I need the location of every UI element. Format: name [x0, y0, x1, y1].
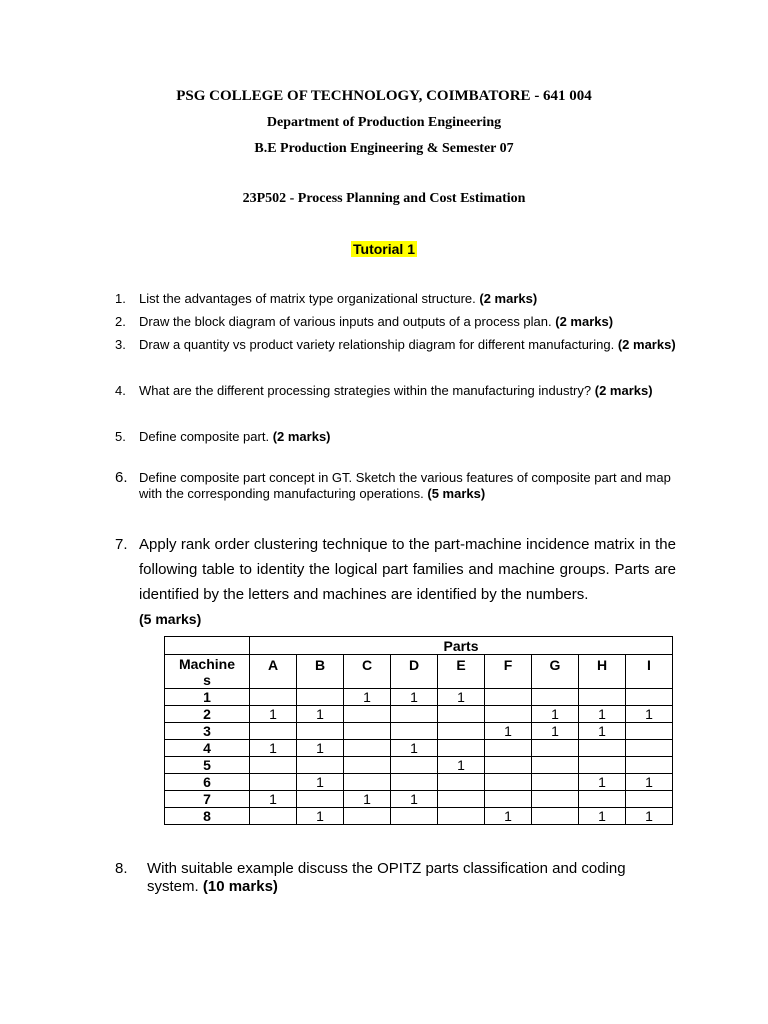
- machine-number-cell: 7: [165, 791, 250, 808]
- tutorial-heading: [0, 241, 768, 257]
- table-corner-cell: [165, 637, 250, 655]
- question-1: [115, 287, 679, 310]
- question-number: 1.: [115, 291, 126, 306]
- question-marks: (10 marks): [202, 878, 278, 895]
- incidence-cell: [626, 740, 673, 757]
- part-column-header: I: [626, 655, 673, 689]
- parts-header: Parts: [250, 637, 673, 655]
- incidence-cell: 1: [250, 740, 297, 757]
- incidence-cell: [438, 774, 485, 791]
- question-text: Draw the block diagram of various inputs and outputs of a process plan.: [139, 314, 552, 329]
- table-row: [165, 723, 673, 740]
- incidence-cell: [250, 774, 297, 791]
- machine-number-cell: 2: [165, 706, 250, 723]
- question-number: 6.: [115, 469, 128, 486]
- incidence-cell: [579, 757, 626, 774]
- question-number: 7.: [115, 536, 128, 553]
- program-title: B.E Production Engineering & Semester 07: [254, 141, 514, 156]
- incidence-cell: 1: [344, 689, 391, 706]
- question-marks: (5 marks): [139, 611, 202, 627]
- incidence-cell: 1: [626, 808, 673, 825]
- incidence-cell: 1: [579, 808, 626, 825]
- incidence-cell: [438, 740, 485, 757]
- machines-header-line2: s: [203, 671, 211, 688]
- incidence-cell: [250, 723, 297, 740]
- incidence-cell: 1: [297, 740, 344, 757]
- question-number: 3.: [115, 337, 126, 352]
- incidence-cell: 1: [532, 706, 579, 723]
- table-row: [165, 757, 673, 774]
- question-number: 4.: [115, 383, 126, 398]
- table-row: [165, 740, 673, 757]
- part-column-header: G: [532, 655, 579, 689]
- incidence-cell: [391, 723, 438, 740]
- question-number: 8.: [115, 860, 128, 877]
- incidence-cell: [579, 689, 626, 706]
- course-title: 23P502 - Process Planning and Cost Estimation: [242, 191, 526, 206]
- question-text: Apply rank order clustering technique to the part-machine incidence matrix in the following table to identity the logical part families and machine groups. Parts are identified by the letters and machines are identified by the numbers.: [139, 536, 676, 603]
- question-marks: (2 marks): [272, 429, 331, 444]
- incidence-cell: [485, 774, 532, 791]
- machines-header-line1: Machine: [178, 655, 235, 672]
- question-text: List the advantages of matrix type organizational structure.: [139, 291, 476, 306]
- question-3: [115, 333, 679, 356]
- machine-number-cell: 6: [165, 774, 250, 791]
- question-marks: (5 marks): [427, 486, 486, 501]
- incidence-cell: 1: [391, 689, 438, 706]
- incidence-cell: [297, 757, 344, 774]
- incidence-cell: 1: [438, 757, 485, 774]
- incidence-cell: [579, 740, 626, 757]
- machine-number-cell: 1: [165, 689, 250, 706]
- part-column-header: C: [344, 655, 391, 689]
- table-row: [165, 689, 673, 706]
- incidence-cell: 1: [579, 723, 626, 740]
- incidence-cell: 1: [579, 774, 626, 791]
- incidence-cell: 1: [485, 723, 532, 740]
- part-column-header: H: [579, 655, 626, 689]
- incidence-cell: [250, 689, 297, 706]
- incidence-cell: [438, 706, 485, 723]
- question-marks: (2 marks): [617, 337, 676, 352]
- incidence-cell: [344, 723, 391, 740]
- incidence-cell: [532, 740, 579, 757]
- incidence-cell: [297, 689, 344, 706]
- incidence-cell: [438, 723, 485, 740]
- question-6: [115, 470, 679, 502]
- department-title: Department of Production Engineering: [266, 115, 502, 130]
- question-marks: (2 marks): [555, 314, 614, 329]
- incidence-cell: [485, 689, 532, 706]
- question-marks: (2 marks): [479, 291, 538, 306]
- incidence-cell: [344, 757, 391, 774]
- incidence-cell: [297, 723, 344, 740]
- incidence-cell: 1: [250, 791, 297, 808]
- table-row: [165, 774, 673, 791]
- incidence-cell: [344, 740, 391, 757]
- question-5: [115, 425, 679, 448]
- incidence-cell: 1: [250, 706, 297, 723]
- table-row: [165, 706, 673, 723]
- incidence-cell: [485, 757, 532, 774]
- incidence-cell: [626, 757, 673, 774]
- incidence-cell: [438, 808, 485, 825]
- incidence-cell: 1: [297, 774, 344, 791]
- incidence-cell: [344, 706, 391, 723]
- college-title: PSG COLLEGE OF TECHNOLOGY, COIMBATORE - 641 004: [176, 88, 592, 104]
- incidence-cell: 1: [626, 774, 673, 791]
- incidence-cell: [626, 791, 673, 808]
- incidence-cell: 1: [485, 808, 532, 825]
- incidence-cell: 1: [344, 791, 391, 808]
- machine-number-cell: 3: [165, 723, 250, 740]
- question-text: Define composite part.: [139, 429, 270, 444]
- machine-number-cell: 4: [165, 740, 250, 757]
- incidence-cell: [297, 791, 344, 808]
- tutorial-label: Tutorial 1: [353, 241, 415, 257]
- matrix-body: [165, 689, 673, 825]
- machines-header: [165, 655, 250, 689]
- part-column-header: E: [438, 655, 485, 689]
- question-4: [115, 379, 679, 402]
- incidence-cell: [532, 808, 579, 825]
- incidence-cell: [250, 808, 297, 825]
- incidence-cell: [626, 689, 673, 706]
- incidence-cell: [438, 791, 485, 808]
- incidence-cell: [532, 774, 579, 791]
- question-number: 2.: [115, 314, 126, 329]
- incidence-matrix-table: [164, 636, 673, 825]
- question-8: [115, 860, 657, 896]
- incidence-cell: [485, 740, 532, 757]
- incidence-cell: [250, 757, 297, 774]
- part-column-header: D: [391, 655, 438, 689]
- incidence-cell: 1: [391, 740, 438, 757]
- incidence-cell: [485, 706, 532, 723]
- incidence-cell: [626, 723, 673, 740]
- incidence-cell: [391, 808, 438, 825]
- question-2: [115, 310, 679, 333]
- question-text: What are the different processing strategies within the manufacturing industry?: [139, 383, 592, 398]
- incidence-cell: 1: [579, 706, 626, 723]
- question-text: Draw a quantity vs product variety relationship diagram for different manufacturing.: [139, 337, 615, 352]
- incidence-cell: [579, 791, 626, 808]
- incidence-cell: [532, 689, 579, 706]
- table-row: [165, 791, 673, 808]
- machine-number-cell: 5: [165, 757, 250, 774]
- machine-number-cell: 8: [165, 808, 250, 825]
- question-text: Define composite part concept in GT. Sketch the various features of composite part and map with the corresponding manufacturing operations.: [139, 470, 671, 501]
- part-column-header: F: [485, 655, 532, 689]
- incidence-cell: [391, 706, 438, 723]
- incidence-cell: [344, 808, 391, 825]
- question-marks: (2 marks): [594, 383, 653, 398]
- incidence-cell: [532, 757, 579, 774]
- question-number: 5.: [115, 429, 126, 444]
- table-row: [165, 808, 673, 825]
- part-column-header: B: [297, 655, 344, 689]
- incidence-cell: 1: [438, 689, 485, 706]
- question-text: With suitable example discuss the OPITZ parts classification and coding system.: [147, 860, 626, 895]
- incidence-cell: 1: [391, 791, 438, 808]
- incidence-cell: [485, 791, 532, 808]
- part-column-header: A: [250, 655, 297, 689]
- incidence-cell: 1: [297, 808, 344, 825]
- incidence-cell: [391, 774, 438, 791]
- incidence-cell: [344, 774, 391, 791]
- incidence-cell: 1: [297, 706, 344, 723]
- incidence-cell: 1: [532, 723, 579, 740]
- incidence-cell: [391, 757, 438, 774]
- incidence-cell: 1: [626, 706, 673, 723]
- column-header-row: [165, 655, 673, 689]
- incidence-cell: [532, 791, 579, 808]
- question-7: [115, 532, 676, 632]
